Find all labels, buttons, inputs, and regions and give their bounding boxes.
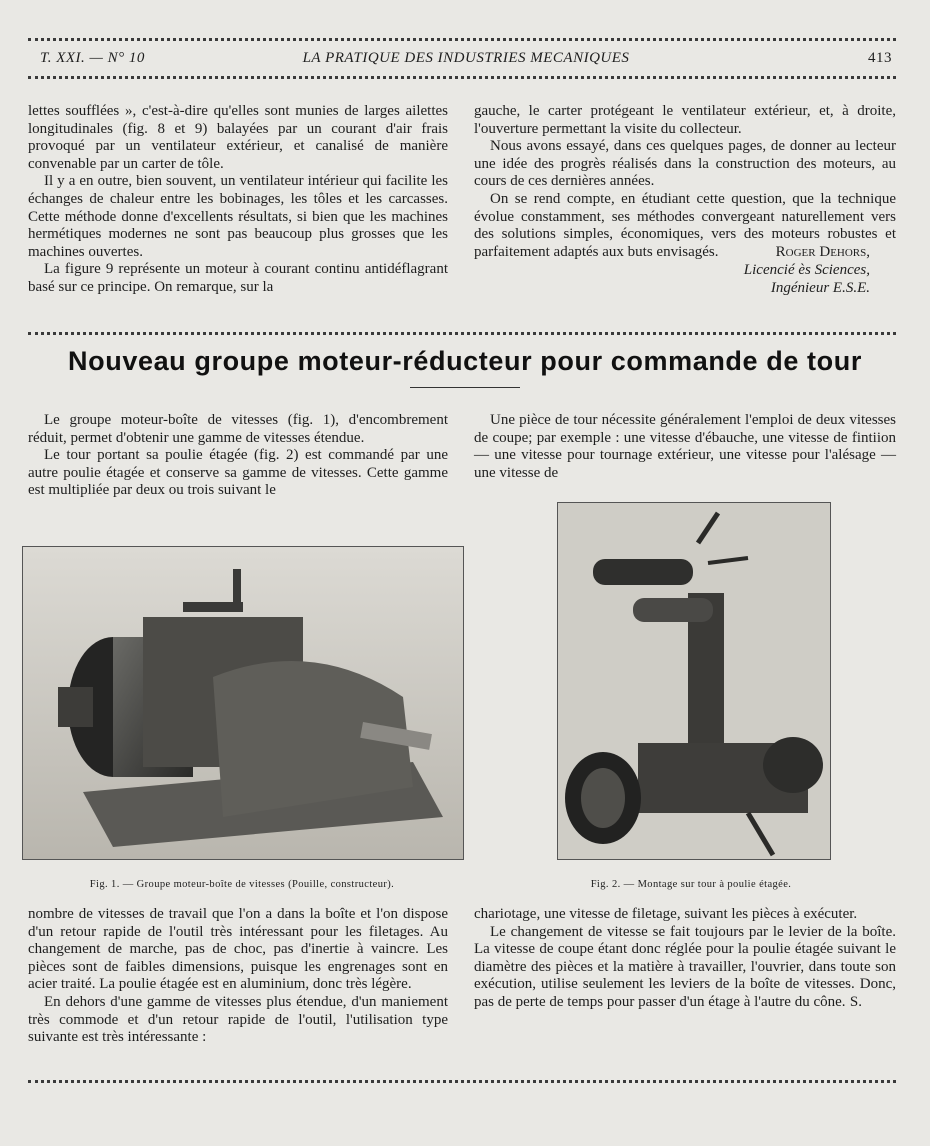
article-bottom-right-column xyxy=(474,906,896,1012)
paragraph: Le groupe moteur-boîte de vitesses (fig. 1), d'encombrement réduit, permet d'obtenir une gamme de vitesses étendue. xyxy=(28,412,448,446)
article-intro-right-column xyxy=(474,412,896,482)
previous-article-left-column xyxy=(28,103,448,297)
paragraph: En dehors d'une gamme de vitesses plus étendue, d'un maniement très commode et d'un retour rapide de l'outil, l'utilisation type suivante est très intéressante : xyxy=(28,993,448,1046)
paragraph: Le tour portant sa poulie étagée (fig. 2) est commandé par une autre poulie étagée et conserve sa gamme de vitesses. Cette gamme est multipliée par deux ou trois suivant le xyxy=(28,447,448,499)
paragraph: lettes soufflées », c'est-à-dire qu'elles sont munies de larges ailettes longitudinales (fig. 8 et 9) balayées par un courant d'air frais provoqué par un ventilateur extérieur, et canalisé de manière convenable par un carter de tôle. xyxy=(28,103,448,172)
paragraph: La figure 9 représente un moteur à courant continu antidéflagrant basé sur ce principe. On remarque, sur la xyxy=(28,261,448,295)
paragraph: chariotage, une vitesse de filetage, suivant les pièces à exécuter. xyxy=(474,906,858,922)
paragraph: nombre de vitesses de travail que l'on a dans la boîte et l'on dispose d'un retour rapide de l'outil très intéressant pour les filetages. Au changement de marche, pas de choc, pas d'inertie à vaincre. Les pièces sont de faibles dimensions, puisque les engrenages sont en acier traité. La poulie étagée est en aluminium, donc très légère. xyxy=(28,906,448,993)
paragraph: Le changement de vitesse se fait toujours par le levier de la boîte. La vitesse de coupe étant donc réglée pour la poulie étagée suivant le diamètre des pièces et la matière à travailler, l'ouvrier, dans toute son exécution, utilise seulement les leviers de la boîte de vitesses. Donc, pas de perte de temps pour passer d'un étage à l'autre du cône. xyxy=(474,923,896,1010)
paragraph: Nous avons essayé, dans ces quelques pages, de donner au lecteur une idée des progrès réalisés dans la construction des moteurs, au cours de ces dernières années. xyxy=(474,138,896,190)
journal-title: LA PRATIQUE DES INDUSTRIES MECANIQUES xyxy=(302,50,630,66)
header-dotted-rule xyxy=(28,76,896,79)
volume-number: T. XXI. — N° 10 xyxy=(40,50,145,66)
top-dotted-rule xyxy=(28,38,896,41)
previous-article-right-column xyxy=(474,103,896,297)
article-bottom-left-column xyxy=(28,906,448,1047)
author-title: Ingénieur E.S.E. xyxy=(770,279,870,296)
section-dotted-rule xyxy=(28,332,896,335)
footer-dotted-rule xyxy=(28,1080,896,1083)
lathe-mount-illustration xyxy=(558,503,830,859)
article-title: Nouveau groupe moteur-réducteur pour commande de tour xyxy=(68,346,862,376)
page-number: 413 xyxy=(868,50,892,66)
figure-2-photo xyxy=(557,502,831,860)
author-title: Licencié ès Sciences, xyxy=(743,261,870,278)
article-intro-left-column xyxy=(28,412,448,500)
paragraph: gauche, le carter protégeant le ventilateur extérieur, et, à droite, l'ouverture permettant la visite du collecteur. xyxy=(474,103,896,137)
motor-gearbox-illustration xyxy=(23,547,463,859)
title-underline xyxy=(410,387,520,388)
paragraph: On se rend compte, en étudiant cette question, que la technique évolue constamment, ses méthodes convergeant naturellement vers des solutions simples, économiques, vers des moteurs robustes et parfaitement adaptés aux buts envisagés. xyxy=(474,190,896,260)
figure-1-photo xyxy=(22,546,464,860)
paragraph: Une pièce de tour nécessite généralement l'emploi de deux vitesses de coupe; par exemple : une vitesse d'ébauche, une vitesse de fintiion — une vitesse pour tournage extérieur, une vitesse pour l'alésage — une vitesse de xyxy=(474,412,896,481)
paragraph: Il y a en outre, bien souvent, un ventilateur intérieur qui facilite les échanges de chaleur entre les bobinages, les tôles et les carcasses. Cette méthode donne d'excellents résultats, si bien que les machines hermétiques modernes ne sont pas beaucoup plus grosses que les machines ouvertes. xyxy=(28,173,448,260)
article-signature: S. xyxy=(849,993,862,1010)
figure-2-caption: Fig. 2. — Montage sur tour à poulie étagée. xyxy=(590,879,792,890)
figure-1-caption: Fig. 1. — Groupe moteur-boîte de vitesses (Pouille, constructeur). xyxy=(89,879,395,890)
author-name: Roger Dehors, xyxy=(775,244,870,261)
